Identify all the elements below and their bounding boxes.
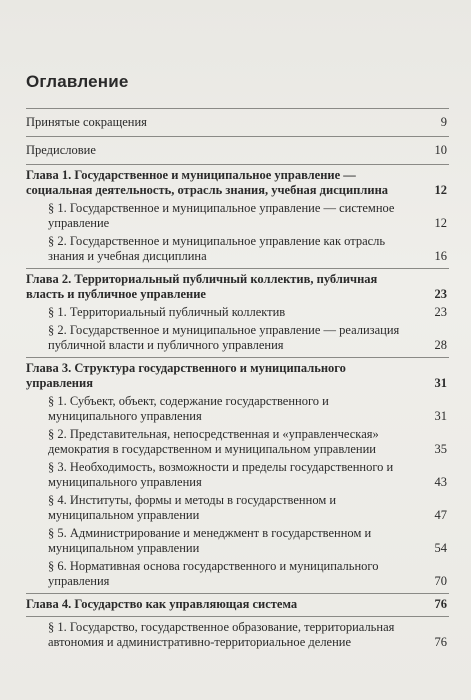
toc-entry-text: § 3. Необходимость, возможности и пределы государственного и муниципального управления: [48, 460, 394, 489]
toc-section: [26, 201, 449, 231]
toc-entry-page: 31: [434, 409, 447, 423]
divider: [26, 136, 449, 137]
toc-entry-text: § 6. Нормативная основа государственного и муниципального управления: [48, 559, 379, 588]
toc-entry-text: § 1. Территориальный публичный коллектив: [48, 305, 286, 319]
toc-section: [26, 620, 449, 650]
toc-entry-text: § 1. Субъект, объект, содержание государственного и муниципального управления: [48, 394, 329, 423]
toc-entry-page: 23: [434, 287, 447, 301]
toc-entry-text: Принятые сокращения: [26, 115, 147, 129]
toc-entry-text: § 1. Государство, государственное образование, территориальная автономия и административно-территориальное деление: [48, 620, 395, 649]
toc-entry-text: Предисловие: [26, 143, 96, 157]
toc-section: [26, 427, 449, 457]
divider: [26, 616, 449, 617]
toc-entry-page: 16: [434, 249, 447, 263]
toc-entry-text: § 2. Государственное и муниципальное управление как отрасль знания и учебная дисциплина: [48, 234, 386, 263]
toc-chapter-4: [26, 597, 449, 612]
toc-section: [26, 234, 449, 264]
toc-entry-text: Глава 1. Государственное и муниципальное управление — социальная деятельность, отрасль знания, учебная дисциплина: [26, 168, 389, 197]
toc-section: [26, 460, 449, 490]
toc-entry-page: 12: [434, 216, 447, 230]
toc-entry-text: § 4. Институты, формы и методы в государственном и муниципальном управлении: [48, 493, 337, 522]
toc-section: [26, 394, 449, 424]
toc-section: [26, 305, 449, 320]
toc-entry-page: 70: [434, 574, 447, 588]
toc-entry-text: § 1. Государственное и муниципальное управление — системное управление: [48, 201, 395, 230]
toc-entry-page: 47: [434, 508, 447, 522]
toc-section: [26, 493, 449, 523]
toc-entry-abbreviations: [26, 115, 449, 130]
toc-section: [26, 559, 449, 589]
toc-entry-page: 76: [434, 597, 447, 611]
toc-entry-page: 23: [434, 305, 447, 319]
toc-entry-page: 10: [434, 143, 447, 157]
toc-chapter-1: [26, 168, 449, 198]
toc-entry-page: 31: [434, 376, 447, 390]
toc-entry-page: 54: [434, 541, 447, 555]
toc-entry-text: § 5. Администрирование и менеджмент в государственном и муниципальном управлении: [48, 526, 372, 555]
divider: [26, 593, 449, 594]
divider: [26, 357, 449, 358]
page-title: Оглавление: [26, 72, 129, 91]
table-of-contents: [26, 108, 449, 650]
toc-entry-preface: [26, 143, 449, 158]
toc-entry-page: 12: [434, 183, 447, 197]
toc-entry-text: Глава 4. Государство как управляющая система: [26, 597, 298, 611]
toc-chapter-2: [26, 272, 449, 302]
toc-chapter-3: [26, 361, 449, 391]
divider: [26, 164, 449, 165]
toc-entry-page: 35: [434, 442, 447, 456]
toc-entry-text: § 2. Представительная, непосредственная и «управленческая» демократия в государственном и муниципальном управлении: [48, 427, 379, 456]
divider: [26, 108, 449, 109]
toc-section: [26, 323, 449, 353]
toc-entry-text: § 2. Государственное и муниципальное управление — реализация публичной власти и публичного управления: [48, 323, 400, 352]
toc-entry-text: Глава 3. Структура государственного и муниципального управления: [26, 361, 346, 390]
toc-entry-page: 43: [434, 475, 447, 489]
toc-entry-text: Глава 2. Территориальный публичный коллектив, публичная власть и публичное управление: [26, 272, 378, 301]
toc-section: [26, 526, 449, 556]
divider: [26, 268, 449, 269]
toc-entry-page: 76: [434, 635, 447, 649]
toc-entry-page: 9: [440, 115, 447, 129]
toc-entry-page: 28: [434, 338, 447, 352]
